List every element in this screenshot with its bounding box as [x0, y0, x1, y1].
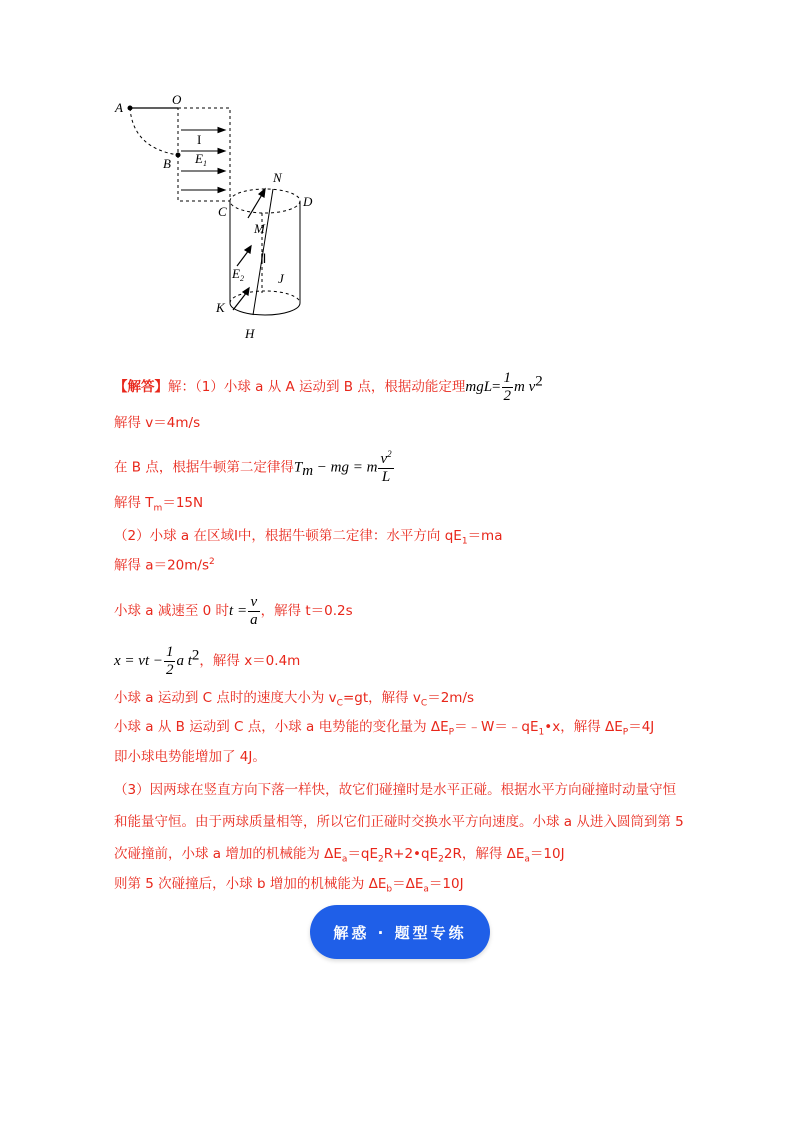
label-h: H — [245, 326, 255, 341]
arc-path — [130, 108, 178, 155]
eq-7-fraction: $\frac{v}{a}$ — [250, 594, 258, 628]
solution-line-10: 小球 a 从 B 运动到 C 点，小球 a 电势能的变化量为 $\Delta E_P=﹣W=﹣qE_1•x$，解得 $\Delta E_P=4J$ — [114, 719, 655, 738]
label-e1: $E_1$ — [195, 151, 207, 168]
label-e2: $E_2$ — [232, 266, 244, 283]
field-e2-arrows — [233, 189, 265, 310]
solution-line-12: （3）因两球在竖直方向下落一样快，故它们碰撞时是水平正碰。根据水平方向碰撞时动量守恒 — [114, 782, 677, 798]
practice-button[interactable]: 解惑 · 题型专练 — [310, 905, 490, 959]
physics-diagram — [105, 88, 335, 348]
eq-8-fraction: $\frac{1}{2}$ — [165, 644, 174, 678]
solution-line-7: 小球 a 减速至 0 时t = $\frac{v}{a}$ ，解得 t＝0.2s — [114, 594, 353, 628]
label-n: N — [273, 170, 282, 185]
solution-line-13: 和能量守恒。由于两球质量相等，所以它们正碰时交换水平方向速度。小球 a 从进入圆筒到第 5 — [114, 814, 684, 830]
eq-1-fraction: $\frac{1}{2}$ — [503, 370, 512, 404]
solution-line-14: 次碰撞前，小球 a 增加的机械能为 $\Delta E_a=qE_2R+2•qE_22R$，解得 $\Delta E_a=10J$ — [114, 846, 565, 865]
label-b: B — [163, 156, 171, 171]
cylinder-bottom-front — [230, 303, 300, 315]
label-c: C — [218, 204, 227, 219]
eq-1-equals: = — [492, 379, 501, 395]
label-region-1: I — [197, 132, 202, 147]
eq-1-left: mgL — [465, 379, 493, 395]
solution-line-11: 即小球电势能增加了 4J。 — [114, 749, 266, 765]
label-a: A — [115, 100, 123, 115]
label-o: O — [172, 92, 182, 107]
line-1-text: 解：（1）小球 a 从 A 运动到 B 点，根据动能定理 — [168, 379, 466, 395]
answer-tag: 【解答】 — [114, 379, 168, 395]
label-region-2: Ⅱ — [260, 251, 267, 266]
solution-line-2: 解得 v＝4m/s — [114, 415, 201, 431]
solution-line-8: x = vt − $\frac{1}{2}$ a $t^2$，解得 x＝0.4m — [114, 644, 301, 678]
label-d: D — [303, 194, 313, 209]
eq-1-right: m v — [514, 379, 536, 395]
solution-line-1 — [114, 370, 543, 404]
solution-line-6: 解得 $a=20m/s^2$ — [114, 557, 215, 574]
label-k: K — [216, 300, 225, 315]
label-j: J — [278, 271, 284, 286]
region-1-box — [178, 108, 230, 201]
solution-line-3: 在 B 点，根据牛顿第二定律得$T_m$ − mg = m $\frac{v^2}{L}$ — [114, 449, 392, 485]
eq-1-sup: 2 — [535, 373, 543, 390]
solution-line-5: （2）小球 a 在区域Ⅰ中，根据牛顿第二定律：水平方向 $qE_1=ma$ — [114, 528, 503, 547]
eq-3-fraction: $\frac{v^2}{L}$ — [380, 449, 392, 485]
solution-line-9: 小球 a 运动到 C 点时的速度大小为 $v_C=gt$，解得 $v_C=2m/s$ — [114, 690, 475, 709]
label-m: M — [254, 221, 265, 236]
solution-line-15: 则第 5 次碰撞后，小球 b 增加的机械能为 $\Delta E_b=\Delta E_a=10J$ — [114, 876, 464, 895]
solution-line-4: 解得 $T_m=15N$ — [114, 495, 204, 514]
